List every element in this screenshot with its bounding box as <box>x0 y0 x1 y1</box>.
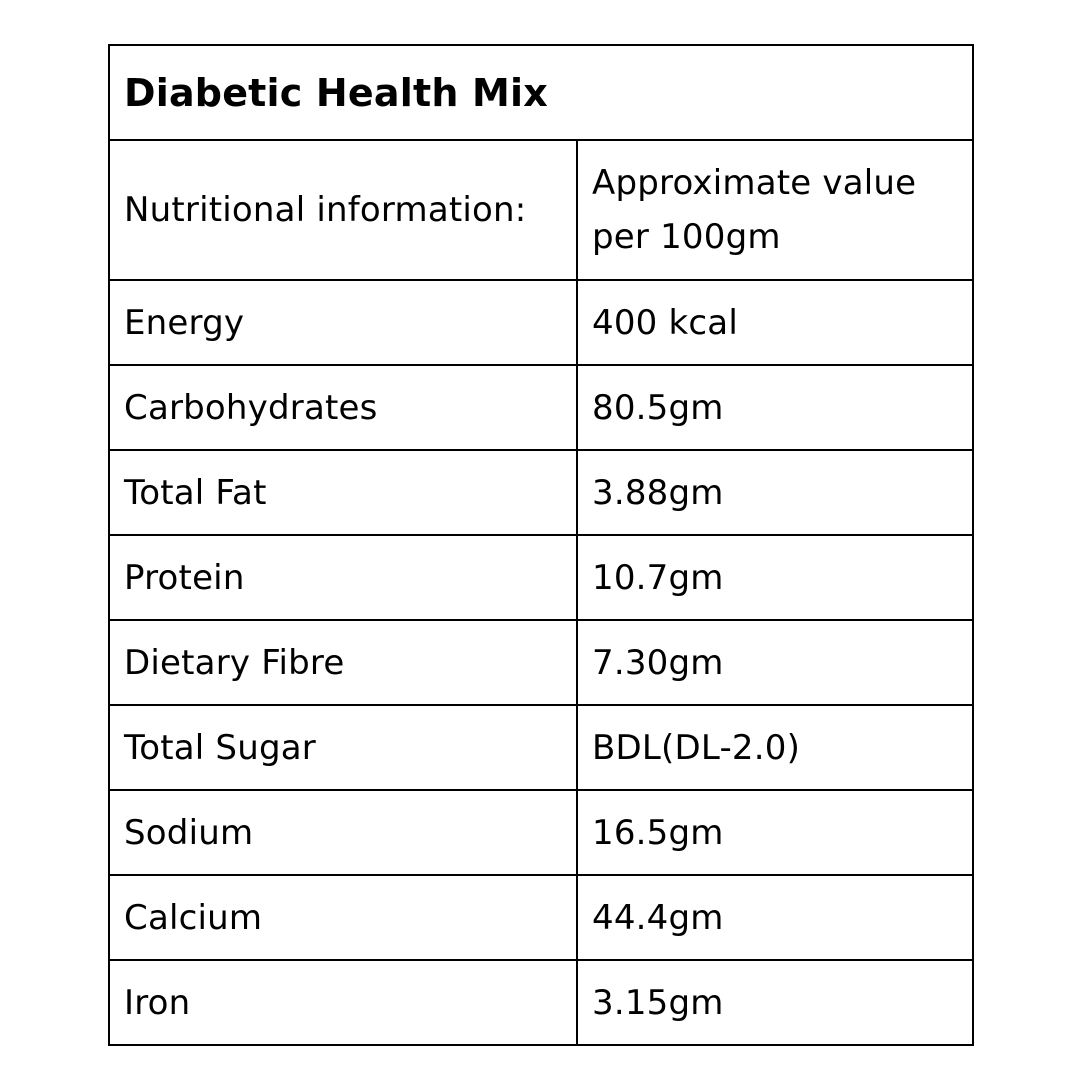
table-row <box>109 960 973 1045</box>
table-title: Diabetic Health Mix <box>109 45 973 140</box>
nutrient-value: BDL(DL-2.0) <box>577 705 973 790</box>
nutrient-name: Calcium <box>109 875 577 960</box>
table-row <box>109 705 973 790</box>
nutrient-name: Total Fat <box>109 450 577 535</box>
table-row <box>109 450 973 535</box>
table-row <box>109 875 973 960</box>
nutrient-value: 16.5gm <box>577 790 973 875</box>
header-label: Nutritional information: <box>109 140 577 280</box>
table-row <box>109 365 973 450</box>
header-row <box>109 140 973 280</box>
header-value: Approximate value per 100gm <box>577 140 973 280</box>
nutrient-value: 10.7gm <box>577 535 973 620</box>
nutrient-value: 80.5gm <box>577 365 973 450</box>
table-row <box>109 620 973 705</box>
nutrient-name: Energy <box>109 280 577 365</box>
table-row <box>109 280 973 365</box>
table-row <box>109 535 973 620</box>
nutrient-value: 3.15gm <box>577 960 973 1045</box>
nutrient-name: Total Sugar <box>109 705 577 790</box>
nutrient-name: Iron <box>109 960 577 1045</box>
nutrient-value: 3.88gm <box>577 450 973 535</box>
nutrient-value: 400 kcal <box>577 280 973 365</box>
nutrient-name: Sodium <box>109 790 577 875</box>
nutrient-value: 7.30gm <box>577 620 973 705</box>
nutrient-name: Protein <box>109 535 577 620</box>
nutrient-name: Carbohydrates <box>109 365 577 450</box>
nutrition-table <box>108 44 974 1046</box>
table-row <box>109 790 973 875</box>
nutrient-value: 44.4gm <box>577 875 973 960</box>
title-row <box>109 45 973 140</box>
nutrient-name: Dietary Fibre <box>109 620 577 705</box>
